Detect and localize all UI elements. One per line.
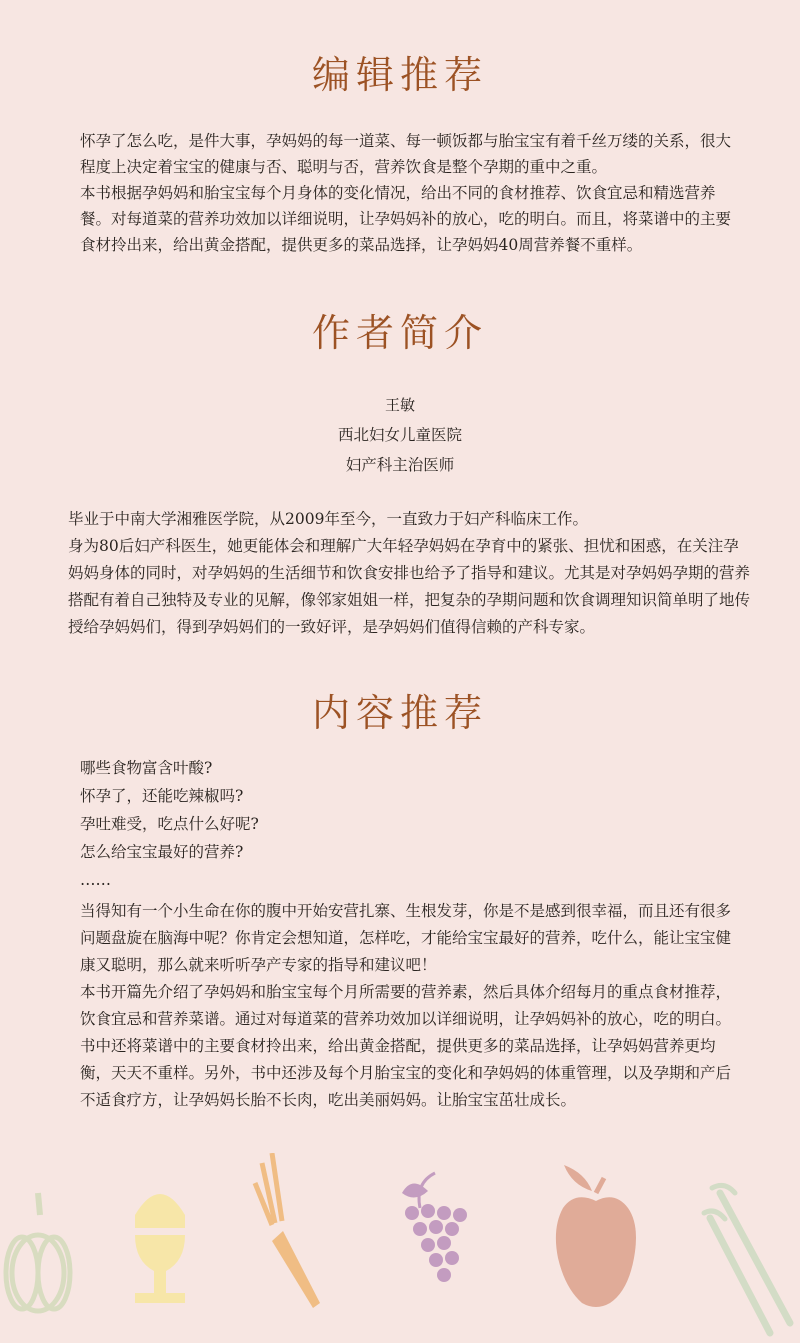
question-item: 怀孕了，还能吃辣椒吗? xyxy=(80,787,244,805)
asparagus-icon xyxy=(704,1185,790,1333)
content-rec-paragraph: 本书开篇先介绍了孕妈妈和胎宝宝每个月所需要的营养素，然后具体介绍每月的重点食材推荐，饮食宜忌和营养菜谱。通过对每道菜的营养功效加以详细说明，让孕妈妈补的放心，吃的明白。书中还将菜谱中的主要食材拎出来，给出黄金搭配，提供更多的菜品选择，让孕妈妈营养更均衡，天天不重样。另外，书中还涉及每个月胎宝宝的变化和孕妈妈的体重管理，以及孕期和产后不适食疗方，让孕妈妈长胎不长肉，吃出美丽妈妈。让胎宝宝茁壮成长。 xyxy=(80,983,732,1109)
carrot-icon xyxy=(255,1153,320,1308)
editor-rec-paragraph: 本书根据孕妈妈和胎宝宝每个月身体的变化情况，给出不同的食材推荐、饮食宜忌和精选营养餐。对每道菜的营养功效加以详细说明，让孕妈妈补的放心，吃的明白。而且，将菜谱中的主要食材拎出来，给出黄金搭配，提供更多的菜品选择，让孕妈妈40周营养餐不重样。 xyxy=(80,184,732,254)
author-position: 妇产科主治医师 xyxy=(345,456,455,474)
author-body xyxy=(68,506,753,641)
author-paragraph: 毕业于中南大学湘雅医学院，从2009年至今，一直致力于妇产科临床工作。 xyxy=(68,510,588,528)
grapes-icon xyxy=(402,1173,467,1282)
question-item: …… xyxy=(80,871,111,889)
editor-rec-title: 编辑推荐 xyxy=(311,53,488,97)
pumpkin-icon xyxy=(6,1193,70,1311)
editor-rec-body xyxy=(80,128,745,258)
author-hospital: 西北妇女儿童医院 xyxy=(337,426,462,444)
apple-icon xyxy=(556,1165,636,1307)
content-rec-body xyxy=(80,898,745,1114)
author-info xyxy=(0,390,800,480)
egg-cup-icon xyxy=(135,1194,185,1303)
question-item: 怎么给宝宝最好的营养? xyxy=(80,843,244,861)
content-rec-title: 内容推荐 xyxy=(311,691,488,735)
question-list xyxy=(80,754,259,894)
author-paragraph: 身为80后妇产科医生，她更能体会和理解广大年轻孕妈妈在孕育中的紧张、担忧和困惑，在关注孕妈妈身体的同时，对孕妈妈的生活细节和饮食安排也给予了指导和建议。尤其是对孕妈妈孕期的营养搭配有着自己独特及专业的见解，像邻家姐姐一样，把复杂的孕期问题和饮食调理知识简单明了地传授给孕妈妈们，得到孕妈妈们的一致好评，是孕妈妈们值得信赖的产科专家。 xyxy=(68,537,751,636)
question-item: 哪些食物富含叶酸? xyxy=(80,759,213,777)
question-item: 孕吐难受，吃点什么好呢? xyxy=(80,815,259,833)
author-title: 作者简介 xyxy=(311,311,488,355)
food-decoration-row xyxy=(0,1153,800,1343)
editor-rec-paragraph: 怀孕了怎么吃，是件大事，孕妈妈的每一道菜、每一顿饭都与胎宝宝有着千丝万缕的关系，很大程度上决定着宝宝的健康与否、聪明与否，营养饮食是整个孕期的重中之重。 xyxy=(80,132,732,176)
content-rec-paragraph: 当得知有一个小生命在你的腹中开始安营扎寨、生根发芽，你是不是感到很幸福，而且还有很多问题盘旋在脑海中呢？你肯定会想知道，怎样吃，才能给宝宝最好的营养，吃什么，能让宝宝健康又聪明，那么就来听听孕产专家的指导和建议吧！ xyxy=(80,902,732,974)
author-name: 王敏 xyxy=(384,396,415,414)
